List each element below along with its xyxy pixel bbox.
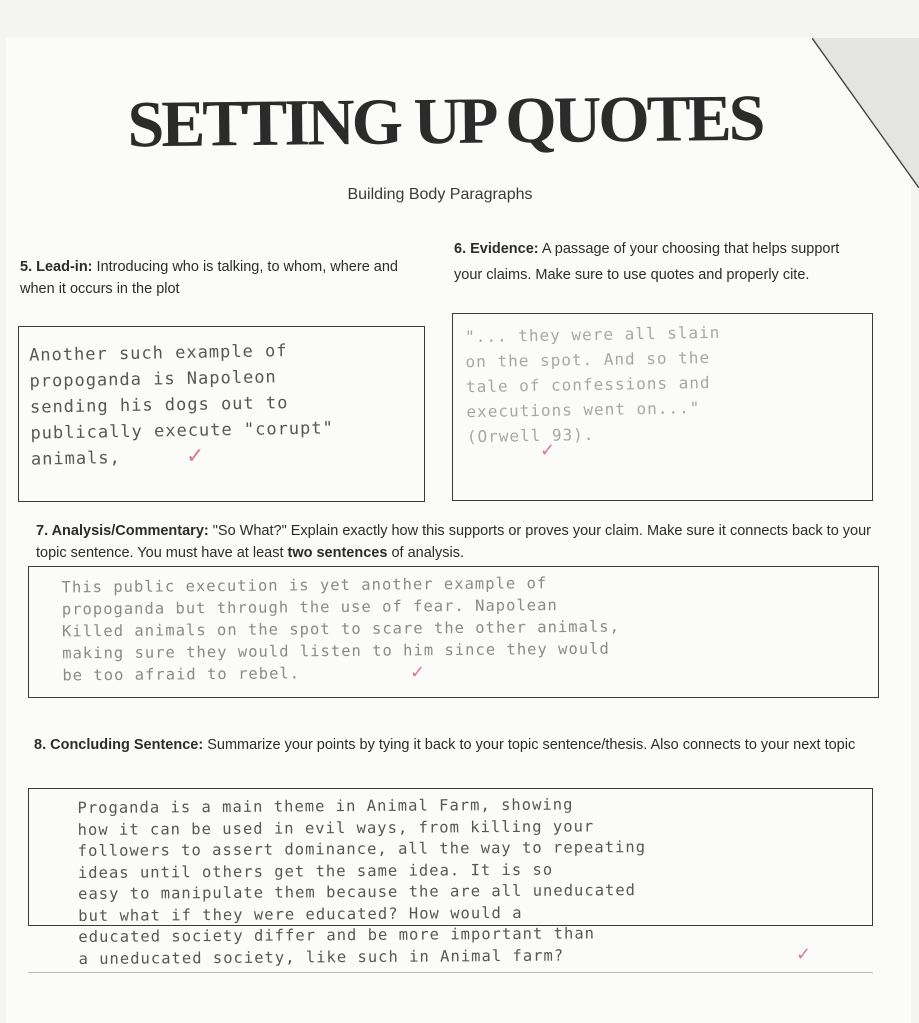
lead-in-answer — [29, 337, 335, 472]
lead-in-instructions: Introducing who is talking, to whom, where and when it occurs in the plot — [20, 259, 398, 297]
checkmark-icon: ✓ — [186, 444, 205, 469]
answer-line: sending his dogs out to — [29, 393, 289, 418]
answer-line: publically execute "corupt" — [30, 418, 334, 444]
concluding-prompt — [34, 734, 874, 756]
analysis-emphasis: two sentences — [287, 545, 388, 561]
answer-line: propoganda but through the use of fear. Napolean — [61, 596, 558, 619]
concluding-instructions: Summarize your points by tying it back to your topic sentence/thesis. Also connects to your next topic — [203, 737, 856, 753]
answer-line: Proganda is a main theme in Animal Farm, showing — [77, 795, 574, 817]
answer-line: executions went on..." — [466, 398, 701, 422]
lead-in-heading: 5. Lead-in: — [20, 259, 93, 275]
answer-line: Another such example of — [28, 341, 288, 366]
analysis-instructions-end: of analysis. — [387, 545, 464, 561]
checkmark-icon: ✓ — [410, 662, 426, 683]
answer-line: animals, — [30, 448, 121, 470]
answer-line: educated society differ and be more important than — [78, 924, 596, 946]
concluding-heading: 8. Concluding Sentence: — [34, 737, 204, 753]
answer-line: a uneducated society, like such in Animal farm? — [78, 946, 565, 968]
answer-line: This public execution is yet another example of — [61, 574, 548, 597]
answer-line: on the spot. And so the — [465, 347, 711, 372]
evidence-prompt — [454, 236, 854, 288]
analysis-instructions: "So What?" Explain exactly how this supports or proves your claim. Make sure it connects back to your topic sentence. You must have at least — [36, 523, 871, 561]
folded-corner — [812, 38, 919, 188]
answer-line: making sure they would listen to him since they would — [62, 639, 610, 663]
answer-line: Killed animals on the spot to scare the other animals, — [61, 617, 620, 641]
concluding-answer — [77, 794, 646, 970]
answer-line: propoganda is Napoleon — [29, 367, 277, 392]
answer-rule — [28, 972, 873, 973]
answer-line: followers to assert dominance, all the way to repeating — [77, 838, 647, 860]
answer-line: tale of confessions and — [465, 372, 711, 397]
analysis-answer — [62, 572, 621, 687]
answer-line: ideas until others get the same idea. It is so — [77, 860, 554, 882]
page-subtitle: Building Body Paragraphs — [347, 186, 533, 203]
answer-line: (Orwell 93). — [466, 424, 595, 447]
answer-line: easy to manipulate them because the are all uneducated — [78, 881, 637, 903]
answer-line: "... they were all slain — [464, 322, 721, 347]
evidence-heading: 6. Evidence: — [454, 241, 539, 257]
analysis-prompt — [36, 520, 876, 564]
answer-line: be too afraid to rebel. — [62, 664, 301, 685]
page-title: SETTING UP QUOTES — [127, 81, 763, 162]
checkmark-icon: ✓ — [796, 944, 812, 965]
checkmark-icon: ✓ — [540, 440, 556, 461]
evidence-answer — [465, 320, 722, 449]
analysis-heading: 7. Analysis/Commentary: — [36, 523, 209, 539]
lead-in-prompt — [20, 256, 400, 300]
answer-line: but what if they were educated? How would a — [78, 903, 523, 925]
evidence-instructions: A passage of your choosing that helps support your claims. Make sure to use quotes and properly cite. — [454, 241, 840, 283]
answer-line: how it can be used in evil ways, from killing your — [77, 816, 595, 839]
